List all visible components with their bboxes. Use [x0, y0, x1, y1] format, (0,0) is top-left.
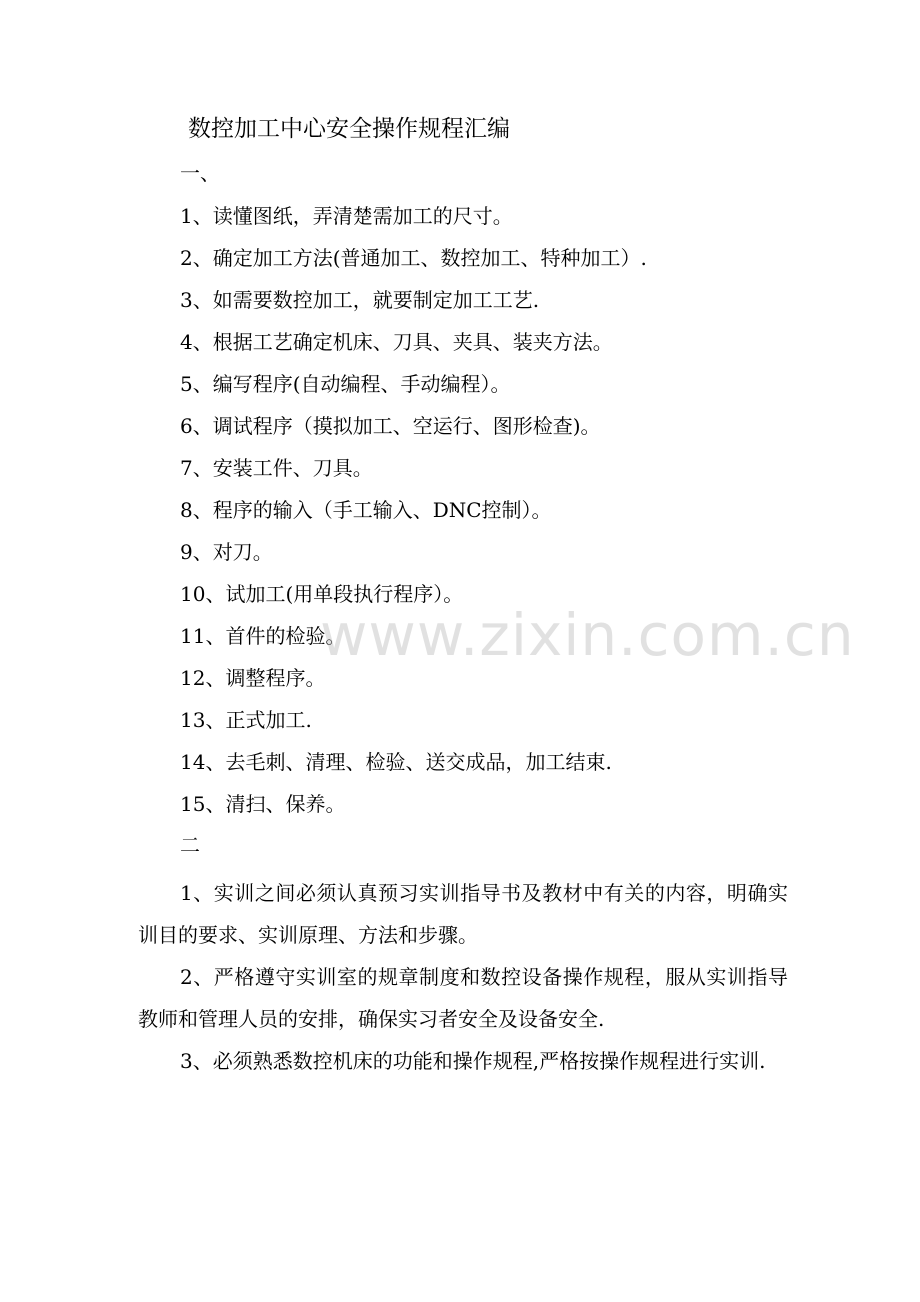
- list-item: 2、确定加工方法(普通加工、数控加工、特种加工）.: [180, 246, 647, 270]
- list-item: 13、正式加工.: [180, 708, 312, 732]
- list-item: 6、调试程序（摸拟加工、空运行、图形检查)。: [180, 414, 601, 438]
- paragraph: 3、必须熟悉数控机床的功能和操作规程,严格按操作规程进行实训.: [180, 1049, 766, 1073]
- list-item: 14、去毛刺、清理、检验、送交成品，加工结束.: [180, 750, 612, 774]
- list-item: 8、程序的输入（手工输入、DNC控制）。: [180, 498, 552, 522]
- list-item: 7、安装工件、刀具。: [180, 456, 373, 480]
- list-item: 10、试加工(用单段执行程序）。: [180, 582, 464, 606]
- list-item: 4、根据工艺确定机床、刀具、夹具、装夹方法。: [180, 330, 613, 354]
- section-2-list: [138, 872, 788, 1082]
- section-2-heading: 二: [180, 833, 200, 857]
- list-item: 9、对刀。: [180, 540, 273, 564]
- list-item: 11、首件的检验。: [180, 624, 346, 648]
- list-item: 15、清扫、保养。: [180, 792, 346, 816]
- list-item: 1、读懂图纸，弄清楚需加工的尺寸。: [180, 204, 513, 228]
- watermark: www.zixin.com.cn: [320, 601, 855, 669]
- document-title: 数控加工中心安全操作规程汇编: [188, 116, 510, 142]
- paragraph: 1、实训之间必须认真预习实训指导书及教材中有关的内容，明确实训目的要求、实训原理、方法和步骤。: [138, 881, 788, 947]
- list-item: 5、编写程序(自动编程、手动编程）。: [180, 372, 511, 396]
- paragraph: 2、严格遵守实训室的规章制度和数控设备操作规程，服从实训指导教师和管理人员的安排，确保实习者安全及设备安全.: [138, 965, 788, 1031]
- section-1-heading: 一、: [180, 161, 220, 185]
- list-item: 12、调整程序。: [180, 666, 326, 690]
- list-item: 3、如需要数控加工，就要制定加工工艺.: [180, 288, 540, 312]
- section-1-list: [180, 200, 647, 830]
